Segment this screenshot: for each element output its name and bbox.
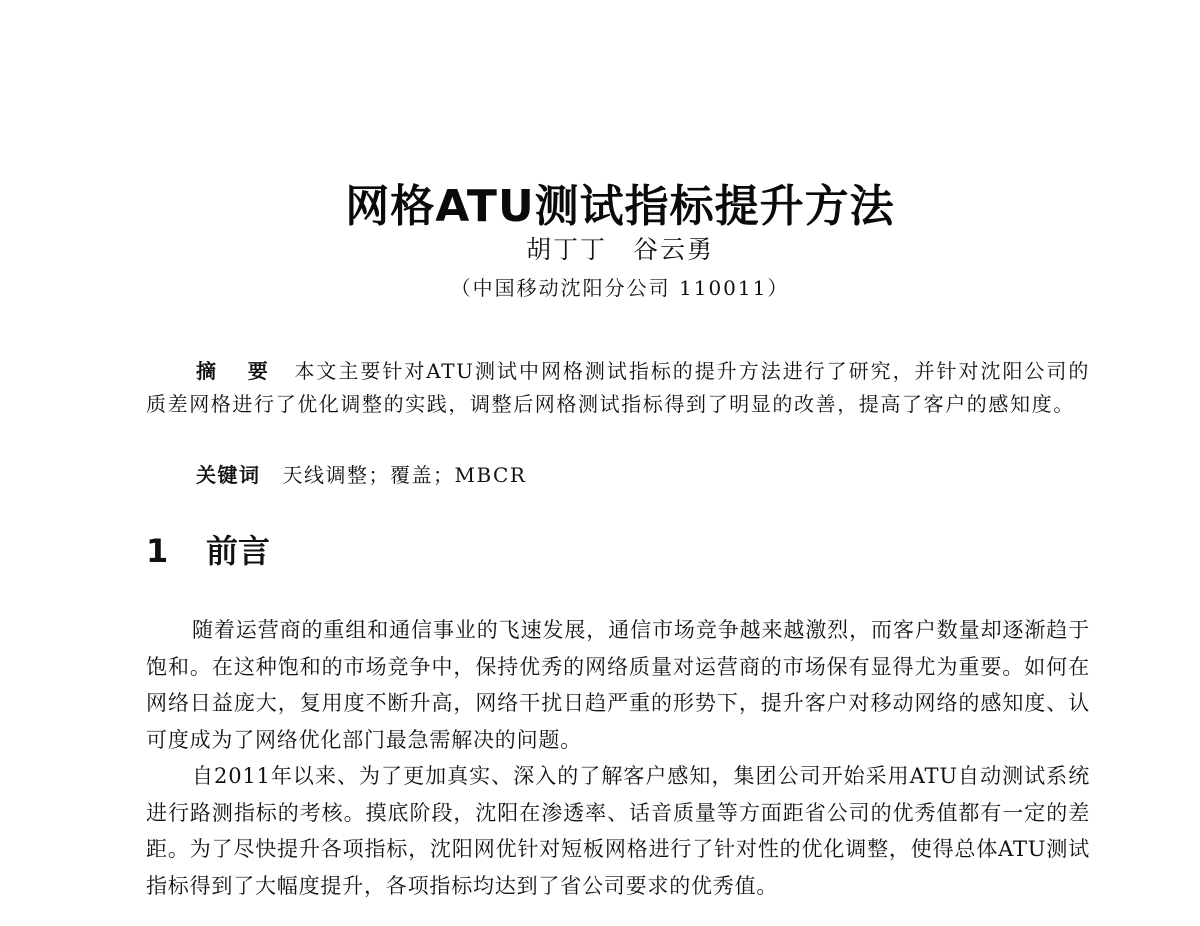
abstract-text: 本文主要针对ATU测试中网格测试指标的提升方法进行了研究，并针对沈阳公司的质差网格进行了优化调整的实践，调整后网格测试指标得到了明显的改善，提高了客户的感知度。: [146, 359, 1090, 416]
affiliation: （中国移动沈阳分公司 110011）: [450, 276, 790, 300]
author-name: 谷云勇: [633, 235, 715, 264]
body-paragraph: 自2011年以来、为了更加真实、深入的了解客户感知，集团公司开始采用ATU自动测试系统进行路测指标的考核。摸底阶段，沈阳在渗透率、话音质量等方面距省公司的优秀值都有一定的差距。为了尽快提升各项指标，沈阳网优针对短板网格进行了针对性的优化调整，使得总体ATU测试指标得到了大幅度提升，各项指标均达到了省公司要求的优秀值。: [146, 764, 1090, 898]
abstract-label: 摘 要: [196, 359, 281, 383]
keywords: [196, 459, 526, 488]
author-name: 胡丁丁: [525, 235, 607, 264]
author-list: [0, 230, 1200, 266]
section-number: 1: [146, 532, 169, 570]
section-heading: [146, 526, 270, 572]
abstract: [146, 355, 1090, 421]
section-body: [146, 612, 1090, 904]
keywords-label: 关键词: [196, 463, 261, 487]
keywords-text: 天线调整；覆盖；MBCR: [282, 463, 527, 487]
paper-title: 网格ATU测试指标提升方法: [345, 181, 895, 232]
section-title: 前言: [206, 532, 271, 570]
body-paragraph: 随着运营商的重组和通信事业的飞速发展，通信市场竞争越来越激烈，而客户数量却逐渐趋于饱和。在这种饱和的市场竞争中，保持优秀的网络质量对运营商的市场保有显得尤为重要。如何在网络日益庞大，复用度不断升高，网络干扰日趋严重的形势下，提升客户对移动网络的感知度、认可度成为了网络优化部门最急需解决的问题。: [146, 618, 1090, 752]
